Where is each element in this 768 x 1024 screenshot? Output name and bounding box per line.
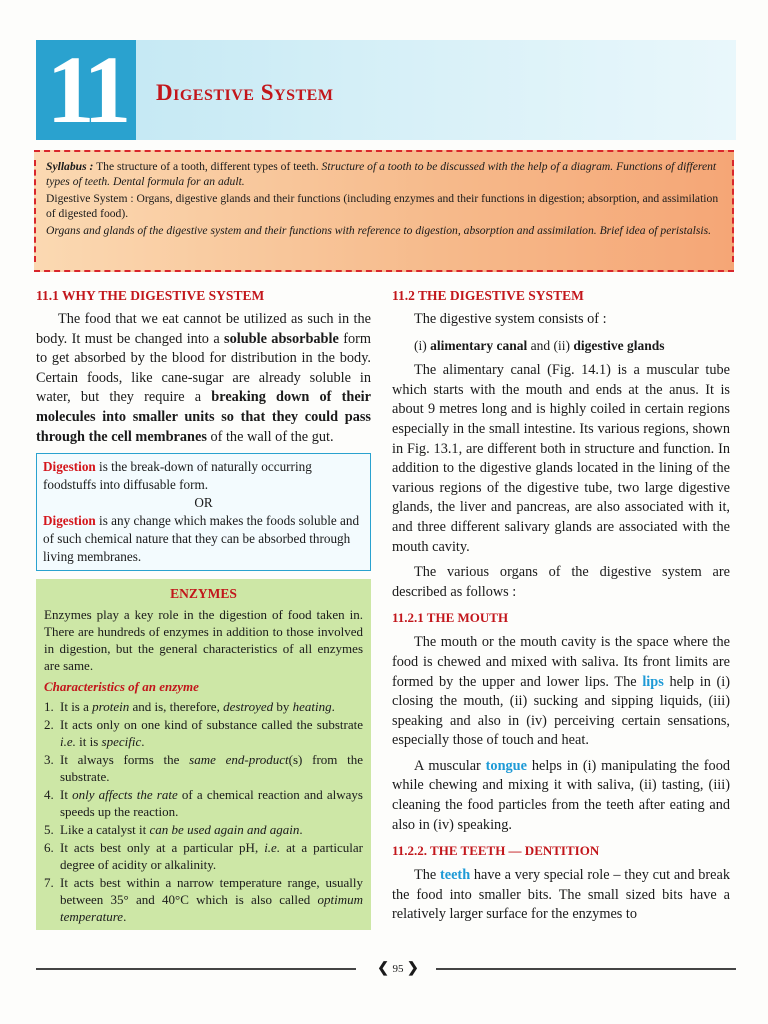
chapter-number: 11 [36,40,136,140]
enzyme-characteristic-item: 6. It acts best only at a particular pH, i.e. at a particular degree of acidity or alkalinity. [44,840,363,873]
why-paragraph: The food that we eat cannot be utilized as such in the body. It must be changed into a soluble absorbable form to get absorbed by the blood for distribution in the body. Certain foods, like cane-sugar are already soluble in water, but they require a breaking down of their molecules into smaller units so that they could pass through the cell membranes of the wall of the gut. [36,311,371,445]
enzymes-subheading: Characteristics of an enzyme [44,679,199,695]
page-number: ❮ 95 ❯ [377,961,419,976]
syllabus-line-3: Organs and glands of the digestive system and their functions with reference to digestion, absorption and assimilation. Brief idea of peristalsis. [46,224,711,237]
system-consists: (i) alimentary canal and (ii) digestive glands [414,337,665,353]
enzymes-box [36,579,371,930]
subsection-heading-mouth: 11.2.1 THE MOUTH [392,610,509,626]
syllabus-right-border [732,160,734,262]
enzymes-intro: Enzymes play a key role in the digestion of food taken in. There are hundreds of enzymes in addition to those involved in digestion, but the general characteristics of all enzymes are same. [44,607,363,674]
footer-rule-right [436,968,736,970]
section-heading-11-2: 11.2 THE DIGESTIVE SYSTEM [392,288,584,303]
syllabus-line-2: Digestive System : Organs, digestive glands and their functions (including enzymes and their functions in digestion; absorption, and assimilation of digested food). [46,192,719,220]
page-footer [36,962,736,976]
chapter-title: Digestive System [156,80,334,105]
enzymes-title: ENZYMES [170,586,237,602]
digestion-definition-box [36,453,371,571]
mouth-paragraph: The mouth or the mouth cavity is the space where the food is chewed and mixed with saliva. Its front limits are formed by the upper and lower lips. The lips help in (i) closing the mouth, (ii) sucking and sipping liquids, (iii) speaking and also in (iv) perceiving certain sensations, especially those of touch and heat. [392,634,731,749]
enzyme-characteristic-item: 7. It acts best within a narrow temperature range, usually between 35° and 40°C which is also called optimum temperature. [44,875,363,925]
enzyme-characteristic-item: 3. It always forms the same end-product(s) from the substrate. [44,752,363,785]
system-intro: The digestive system consists of : [414,311,607,327]
enzyme-characteristic-item: 5. Like a catalyst it can be used again and again. [44,822,303,838]
alimentary-paragraph: The alimentary canal (Fig. 14.1) is a muscular tube which starts with the mouth and ends at the anus. It is about 9 metres long and is highly coiled in certain regions especially in the small intestine. Its various regions, shown in Fig. 13.1, are different both in structure and function. In addition to the digestive glands located in the lining of the various regions of the digestive tube, two large digestive glands, the liver and pancreas, are also associated with it, and three different salivary glands are associated with the mouth cavity. [392,362,730,555]
definition-or: OR [194,495,213,511]
enzyme-characteristic-item: 2. It acts only on one kind of substance called the substrate i.e. it is specific. [44,717,363,750]
enzyme-characteristic-item: 4. It only affects the rate of a chemical reaction and always speeds up the reaction. [44,787,363,820]
section-heading-11-1: 11.1 WHY THE DIGESTIVE SYSTEM [36,288,265,303]
subsection-heading-teeth: 11.2.2. THE TEETH — DENTITION [392,843,600,859]
chapter-banner [36,40,736,140]
enzyme-characteristics-list [44,698,363,925]
syllabus-box [34,150,734,272]
tongue-paragraph: A muscular tongue helps in (i) manipulating the food while chewing and mixing it with saliva, (ii) tasting, (iii) cleaning the food particles from the teeth after eating and also in (iv) speaking. [392,757,730,833]
definition-1: Digestion is the break-down of naturally occurring foodstuffs into diffusable form. [43,459,312,493]
footer-rule-left [36,968,356,970]
enzyme-characteristic-item: 1. It is a protein and is, therefore, destroyed by heating. [44,699,335,715]
left-column [36,288,371,930]
definition-2: Digestion is any change which makes the foods soluble and of such chemical nature that they can be absorbed through living membranes. [43,513,360,565]
right-column [392,288,730,931]
syllabus-left-border [34,160,36,262]
organs-paragraph: The various organs of the digestive system are described as follows : [392,564,730,600]
syllabus-line-1: Syllabus : The structure of a tooth, different types of teeth. Structure of a tooth to be discussed with the help of a diagram. Functions of different types of teeth. Dental formula for an adult. [46,160,717,188]
teeth-paragraph: The teeth have a very special role – they cut and break the food into smaller bits. The small sized bits have a relatively larger surface for the enzymes to [392,867,730,923]
